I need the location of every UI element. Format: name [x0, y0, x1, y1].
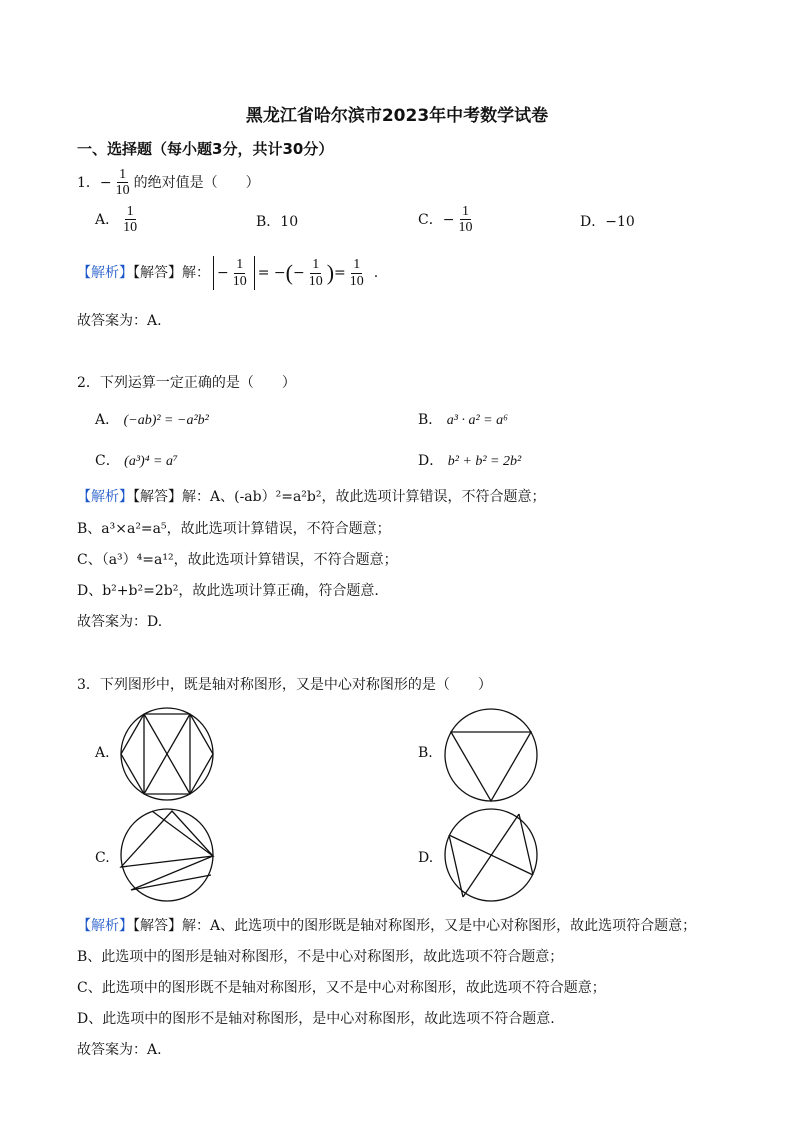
frac-num: 1	[236, 257, 244, 273]
sol-fraction	[348, 257, 366, 289]
frac-den: 10	[232, 273, 247, 289]
option-label: C．−	[418, 211, 455, 228]
q1-stem-text: 的绝对值是（ ）	[133, 174, 260, 191]
abs-bar-left	[213, 256, 214, 290]
q3-solution-line-1	[77, 919, 696, 933]
q1-stem-sign: −	[99, 174, 112, 191]
q2-conclusion: 故答案为：D.	[77, 614, 163, 630]
answer-tag: 【解答】解：	[133, 265, 210, 281]
option-label: A．	[95, 211, 120, 228]
q1-conclusion: 故答案为：A.	[77, 313, 162, 329]
frac-num: 1	[119, 167, 127, 182]
analysis-tag: 【解析】	[77, 918, 133, 934]
q2-solution-line-2: B、a³×a²=a⁵，故此选项计算错误，不符合题意；	[77, 521, 391, 537]
q1-optA-fraction	[121, 204, 139, 236]
q3-solution-line-2: B、此选项中的图形是轴对称图形，不是中心对称图形，故此选项不符合题意；	[77, 949, 564, 965]
sol-minus: −	[292, 265, 305, 281]
analysis-tag: 【解析】	[77, 265, 133, 281]
sol-eq: =	[334, 265, 346, 281]
frac-den: 10	[115, 183, 130, 199]
q1-solution	[77, 256, 378, 290]
option-label: B．	[418, 412, 443, 428]
q2-solution-line-1	[77, 490, 546, 504]
abs-bar-right	[254, 256, 255, 290]
q3-solution-line-3: C、此选项中的图形既不是轴对称图形，又不是中心对称图形，故此选项不符合题意；	[77, 980, 606, 996]
option-label: A．	[95, 412, 120, 428]
frac-den: 10	[458, 220, 473, 236]
q3-conclusion: 故答案为：A.	[77, 1042, 162, 1058]
q2-solution-line-3: C、（a³）⁴=a¹²，故此选项计算错误，不符合题意；	[77, 552, 398, 568]
figure-a-circle-hexagon	[117, 705, 217, 805]
frac-num: 1	[312, 257, 320, 273]
option-formula: a³ · a² = a⁶	[446, 413, 508, 428]
q1-option-b: B．10	[256, 214, 299, 230]
sol-eq: = −	[257, 265, 286, 281]
frac-num: 1	[461, 204, 469, 219]
solution-text: A、此选项中的图形既是轴对称图形，又是中心对称图形，故此选项符合题意；	[210, 918, 697, 934]
q2-solution-line-4: D、b²+b²=2b²，故此选项计算正确，符合题意.	[77, 583, 379, 599]
frac-num: 1	[353, 257, 361, 273]
q1-option-a	[95, 204, 141, 236]
q1-option-c	[418, 204, 476, 236]
q1-optC-fraction	[456, 204, 474, 236]
paren-close: )	[326, 260, 335, 285]
section-heading: 一、选择题（每小题3分，共计30分）	[77, 140, 334, 158]
q2-option-c	[95, 454, 178, 469]
q3-label-c: C.	[95, 850, 110, 866]
sol-fraction	[231, 257, 249, 289]
analysis-tag: 【解析】	[77, 489, 133, 505]
frac-den: 10	[123, 220, 138, 236]
q1-option-d: D．−10	[580, 214, 635, 230]
q3-label-b: B.	[418, 745, 433, 761]
sol-end: .	[373, 265, 379, 281]
option-label: C．	[95, 453, 120, 469]
sol-fraction	[307, 257, 325, 289]
option-label: D．	[418, 453, 444, 469]
q2-option-b	[418, 413, 508, 428]
answer-tag: 【解答】解：	[133, 489, 210, 505]
q2-option-a	[95, 413, 209, 428]
q3-stem: 3．下列图形中，既是轴对称图形，又是中心对称图形的是（ ）	[77, 677, 492, 693]
q3-solution-line-4: D、此选项中的图形不是轴对称图形，是中心对称图形，故此选项不符合题意.	[77, 1011, 555, 1027]
option-formula: (a³)⁴ = a⁷	[124, 454, 178, 469]
frac-den: 10	[308, 273, 323, 289]
q3-label-a: A.	[95, 745, 110, 761]
q1-stem-fraction	[114, 167, 132, 199]
q2-stem: 2．下列运算一定正确的是（ ）	[77, 375, 296, 391]
option-formula: (−ab)² = −a²b²	[123, 413, 209, 428]
option-formula: b² + b² = 2b²	[447, 454, 522, 469]
frac-den: 10	[349, 273, 364, 289]
q2-option-d	[418, 454, 521, 469]
figure-b-circle-triangle	[441, 705, 541, 805]
page-title: 黑龙江省哈尔滨市2023年中考数学试卷	[245, 106, 549, 126]
answer-tag: 【解答】解：	[133, 918, 210, 934]
q1-stem	[77, 167, 260, 199]
paren-open: (	[285, 260, 293, 285]
solution-text: A、(-ab）²=a²b²，故此选项计算错误，不符合题意；	[210, 489, 546, 505]
q3-label-d: D.	[418, 850, 434, 866]
figure-c-circle-chords	[117, 807, 217, 907]
figure-d-circle-chords	[441, 807, 541, 907]
sol-minus: −	[217, 265, 229, 281]
frac-num: 1	[126, 204, 134, 219]
q1-number: 1．	[77, 174, 100, 191]
